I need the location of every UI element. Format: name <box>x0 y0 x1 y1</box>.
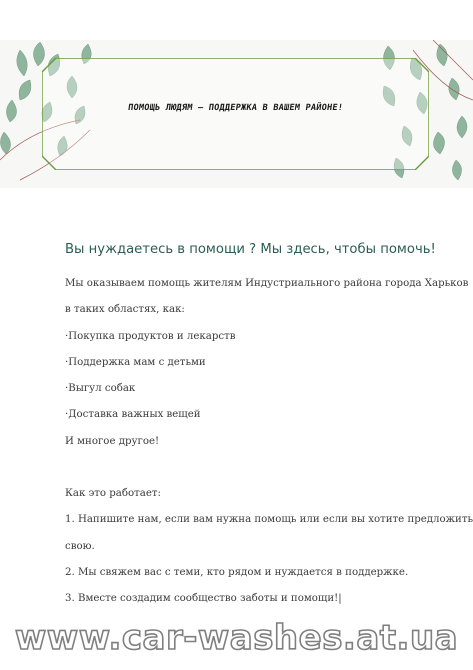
step-item: 3. Вместе создадим сообщество заботы и помощи!| <box>65 593 342 605</box>
service-item: ·Доставка важных вещей <box>65 409 201 421</box>
banner-title: ПОМОЩЬ ЛЮДЯМ — ПОДДЕРЖКА В ВАШЕМ РАЙОНЕ! <box>127 103 344 113</box>
step-item: свою. <box>65 540 95 552</box>
header-banner <box>0 40 473 188</box>
banner-frame <box>42 58 429 170</box>
service-item: ·Поддержка мам с детьми <box>65 356 206 368</box>
service-item: ·Покупка продуктов и лекарств <box>65 330 236 342</box>
how-it-works-title: Как это работает: <box>65 488 161 500</box>
main-content <box>65 242 473 613</box>
step-item: 1. Напишите нам, если вам нужна помощь или если вы хотите предложить <box>65 514 473 526</box>
step-item: 2. Мы свяжем вас с теми, кто рядом и нуждается в поддержке. <box>65 566 409 578</box>
intro-line: в таких областях, как: <box>65 304 185 316</box>
page-heading: Вы нуждаетесь в помощи ? Мы здесь, чтобы помочь! <box>65 242 436 257</box>
more-text: И многое другое! <box>65 435 160 447</box>
watermark: www.car-washes.at.ua <box>14 618 459 658</box>
intro-line: Мы оказываем помощь жителям Индустриального района города Харьков <box>65 278 469 289</box>
service-item: ·Выгул собак <box>65 383 136 395</box>
